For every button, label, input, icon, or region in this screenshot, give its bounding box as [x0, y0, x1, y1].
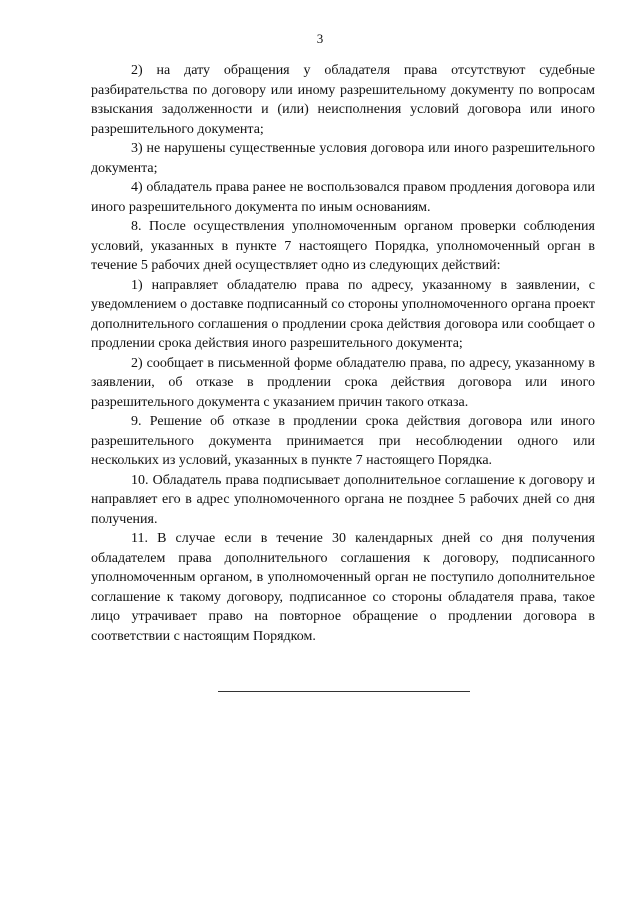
- paragraph-clause-10: 10. Обладатель права подписывает дополнительное соглашение к договору и направляет его в адрес уполномоченного органа не позднее 5 рабочих дней со дня получения.: [91, 472, 595, 527]
- paragraph-condition-4: 4) обладатель права ранее не воспользовался правом продления договора или иного разрешительного документа по иным основаниям.: [91, 180, 595, 215]
- paragraph-clause-8: 8. После осуществления уполномоченным органом проверки соблюдения условий, указанных в пункте 7 настоящего Порядка, уполномоченный орган в течение 5 рабочих дней осуществляет одно из следующих действий:: [91, 219, 595, 273]
- document-body: [91, 61, 595, 646]
- paragraph-clause-8-action-2: 2) сообщает в письменной форме обладателю права, по адресу, указанному в заявлении, об отказе в продлении срока действия договора или иного разрешительного документа с указанием причин такого отказа.: [91, 355, 595, 410]
- paragraph-clause-11: 11. В случае если в течение 30 календарных дней со дня получения обладателем права дополнительного соглашения к договору, подписанного уполномоченным органом, в уполномоченный орган не поступило дополнительное соглашение к такому договору, подписанное со стороны обладателя права, такое лицо утрачивает право на повторное обращение о продлении договора в соответствии с настоящим Порядком.: [91, 531, 595, 644]
- closing-divider-line: [218, 691, 470, 692]
- paragraph-clause-8-action-1: 1) направляет обладателю права по адресу, указанному в заявлении, с уведомлением о доставке подписанный со стороны уполномоченного органа проект дополнительного соглашения о продлении срока действия договора или сообщает о продлении срока действия иного разрешительного документа;: [91, 277, 595, 351]
- paragraph-condition-3: 3) не нарушены существенные условия договора или иного разрешительного документа;: [91, 141, 595, 176]
- page-number: 3: [316, 31, 324, 46]
- paragraph-condition-2: 2) на дату обращения у обладателя права отсутствуют судебные разбирательства по договору или иному разрешительному документу по вопросам взыскания задолженности и (или) неисполнения условий договора или иного разрешительного документа;: [91, 63, 595, 137]
- paragraph-clause-9: 9. Решение об отказе в продлении срока действия договора или иного разрешительного документа принимается при несоблюдении одного или нескольких из условий, указанных в пункте 7 настоящего Порядка.: [91, 414, 595, 468]
